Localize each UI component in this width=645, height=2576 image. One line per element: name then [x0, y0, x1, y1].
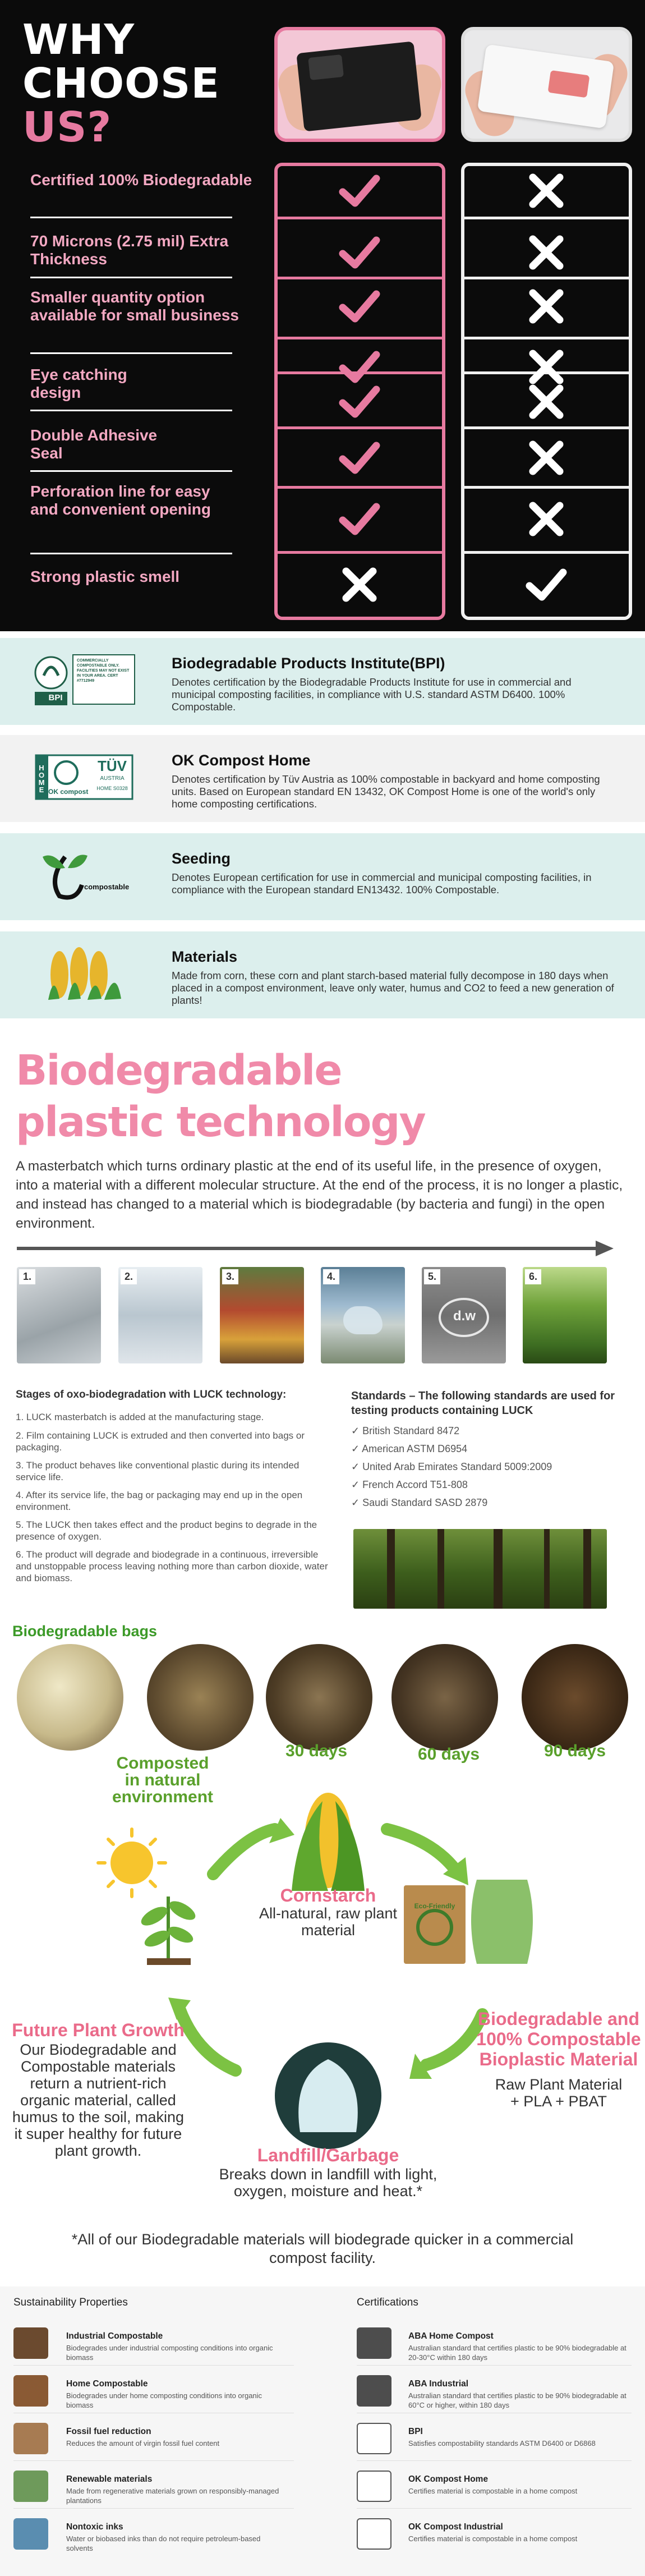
ok-compost-text: OK compost	[48, 788, 89, 796]
cert-title: Seeding	[172, 850, 231, 867]
bag-stage-label: 30 days	[285, 1742, 348, 1760]
cornstarch-title: Cornstarch	[280, 1885, 376, 1905]
black-mailer-bag	[296, 41, 421, 131]
step-image-6	[523, 1267, 607, 1363]
ok-compost-home-badge-icon	[357, 2471, 391, 2502]
our-row-divider	[274, 486, 445, 489]
standard-item: ✓ Saudi Standard SASD 2879	[351, 1497, 488, 1508]
bpt-intro: A masterbatch which turns ordinary plastic at the end of its useful life, in the presence of oxygen, into a material with a different molecular structure. At the end of the process, it is no longer a plastic, and instead has changed to a material which is biodegradable (by bacteria and fungi) in the open environment.	[16, 1159, 623, 1231]
cert-desc: Denotes certification by Tüv Austria as 100% compostable in backyard and home composting units. Based on European standard EN 13432, OK Compost Home is one of the world's only home composting certifications.	[172, 773, 600, 810]
bag-stage-disc	[147, 1644, 254, 1751]
cert-name: ABA Home Compost	[408, 2331, 494, 2341]
future-growth-text: Our Biodegradable and Compostable materials return a nutrient-rich organic material, called humus to the soil, making it super healthy for future plant growth.	[12, 2041, 185, 2159]
bioplastic-title-l3: Bioplastic Material	[479, 2049, 638, 2069]
bpt-title-line2: plastic technology	[16, 1098, 425, 1146]
cert-desc: Australian standard that certifies plastic to be 90% biodegradable at 60°C or higher, within 180 days	[408, 2391, 626, 2409]
our-row-divider	[274, 551, 445, 554]
check-icon	[524, 562, 569, 607]
sun-icon	[98, 1829, 165, 1897]
stages-title: Stages of oxo-biodegradation with LUCK technology:	[16, 1389, 287, 1401]
bag-stage-disc	[391, 1644, 498, 1751]
property-desc: Water or biobased inks than do not require petroleum-based solvents	[66, 2534, 261, 2552]
feature-divider	[30, 470, 232, 472]
landfill-text-l1: Breaks down in landfill with light,	[219, 2166, 437, 2183]
our-row-divider	[274, 337, 445, 339]
step-image-4	[321, 1267, 405, 1363]
step-image-3	[220, 1267, 304, 1363]
step-number: 2.	[121, 1269, 137, 1284]
compostable-badge-text: compostable	[84, 883, 130, 891]
stage-item: 5. The LUCK then takes effect and the product begins to degrade in the presence of oxygen.	[16, 1519, 317, 1542]
bpt-title	[16, 1045, 425, 1148]
tree-trunk	[387, 1529, 395, 1609]
process-arrow	[17, 1247, 600, 1250]
aba-home-icon	[357, 2327, 391, 2359]
their-row-divider	[461, 277, 632, 279]
feature-divider	[30, 553, 232, 554]
cross-icon	[524, 230, 569, 275]
bioplastic-text-l1: Raw Plant Material	[495, 2076, 623, 2093]
row-divider	[13, 2508, 294, 2509]
step-image-2	[118, 1267, 202, 1363]
certifications-heading: Certifications	[357, 2297, 418, 2308]
row-divider	[357, 2460, 632, 2461]
feature-label: Certified 100% Biodegradable	[30, 171, 252, 189]
feature-divider	[30, 217, 232, 218]
feature-label: 70 Microns (2.75 mil) Extra Thickness	[30, 232, 229, 268]
tree-trunk	[544, 1529, 550, 1609]
home-compost-icon	[13, 2375, 48, 2407]
renewable-icon	[13, 2471, 48, 2502]
cross-icon	[524, 284, 569, 329]
check-icon	[337, 284, 382, 329]
feature-label: Eye catching design	[30, 366, 127, 401]
composted-line2: in natural environment	[112, 1771, 214, 1806]
our-row-divider	[274, 426, 445, 429]
bag-stage-label: 60 days	[417, 1745, 480, 1764]
cert-title: Biodegradable Products Institute(BPI)	[172, 655, 445, 672]
step-number: 6.	[525, 1269, 541, 1284]
row-divider	[357, 2508, 632, 2509]
bag-stage-disc	[266, 1644, 372, 1751]
corn-icon	[31, 944, 138, 1005]
cert-name: OK Compost Home	[408, 2474, 489, 2484]
feature-label: Smaller quantity option available for small business	[30, 288, 239, 324]
eco-bag-label: Eco-Friendly	[414, 1902, 455, 1910]
cert-name: BPI	[408, 2427, 423, 2436]
bpi-badge-text: BPI	[48, 693, 63, 702]
property-name: Fossil fuel reduction	[66, 2427, 151, 2436]
stage-item: 1. LUCK masterbatch is added at the manufacturing stage.	[16, 1412, 264, 1422]
cross-icon	[524, 497, 569, 541]
check-icon	[337, 379, 382, 424]
tree-trunk	[494, 1529, 503, 1609]
plant-icon	[138, 1897, 198, 1965]
tree-trunk	[583, 1529, 591, 1609]
cert-desc: Denotes European certification for use in commercial and municipal composting facilities, in compliance with the European standard EN13432. 100% Compostable.	[172, 871, 592, 896]
row-divider	[13, 2460, 294, 2461]
our-row-divider	[274, 277, 445, 279]
step-number: 1.	[19, 1269, 35, 1284]
standards-title: Standards – The following standards are used for testing products containing LUCK	[351, 1390, 615, 1417]
cert-desc: Australian standard that certifies plastic to be 90% biodegradable at 20-30°C within 180 days	[408, 2344, 626, 2362]
bag-stage-disc	[522, 1644, 628, 1751]
property-desc: Biodegrades under home composting conditions into organic biomass	[66, 2391, 262, 2409]
property-name: Home Compostable	[66, 2379, 148, 2389]
standard-item: ✓ French Accord T51-808	[351, 1479, 468, 1490]
our-bag-photo	[274, 27, 445, 142]
step-image-5	[422, 1267, 506, 1363]
why-title-line1: WHY	[22, 16, 135, 64]
cornstarch-text: All-natural, raw plant material	[259, 1905, 398, 1939]
property-desc: Biodegrades under industrial composting conditions into organic biomass	[66, 2344, 273, 2362]
standard-item: ✓ British Standard 8472	[351, 1425, 460, 1436]
corn-cob-icon	[292, 1793, 365, 1891]
bioplastic-text-l2: + PLA + PBAT	[510, 2093, 607, 2110]
property-name: Nontoxic inks	[66, 2522, 123, 2532]
floating-bag	[343, 1306, 383, 1334]
check-icon	[337, 230, 382, 275]
cross-icon	[524, 168, 569, 213]
standard-item: ✓ United Arab Emirates Standard 5009:2009	[351, 1461, 552, 1472]
check-icon	[337, 497, 382, 541]
ok-home-vertical-text: HOME	[38, 764, 45, 794]
our-row-divider	[274, 217, 445, 219]
cert-name: ABA Industrial	[408, 2379, 469, 2389]
bioplastic-text	[474, 2076, 643, 2110]
why-title	[22, 18, 220, 149]
property-name: Renewable materials	[66, 2474, 153, 2484]
forest-image	[353, 1529, 607, 1609]
austria-text: AUSTRIA	[100, 775, 125, 782]
composted-line1: Composted	[116, 1754, 209, 1773]
feature-divider	[30, 410, 232, 411]
bag-stage-disc	[17, 1644, 123, 1751]
nontoxic-ink-icon	[13, 2518, 48, 2550]
landfill-text-l2: oxygen, moisture and heat.*	[233, 2183, 423, 2200]
check-icon	[337, 435, 382, 480]
why-title-line2: CHOOSE	[22, 59, 220, 108]
tree-trunk	[437, 1529, 444, 1609]
cert-seeding	[0, 833, 645, 920]
future-growth-title: Future Plant Growth	[12, 2020, 185, 2040]
their-row-divider	[461, 551, 632, 554]
bag-stage-label: 90 days	[543, 1742, 606, 1760]
standard-item: ✓ American ASTM D6954	[351, 1443, 468, 1454]
step-image-1	[17, 1267, 101, 1363]
cert-desc: Certifies material is compostable in a home compost	[408, 2487, 578, 2495]
cert-desc: Certifies material is compostable in a home compost	[408, 2534, 578, 2543]
ok-compost-industrial-icon	[357, 2518, 391, 2550]
seedling-icon	[31, 846, 138, 907]
bpi-icon	[357, 2423, 391, 2454]
bpi-badge-small: COMMERCIALLY COMPOSTABLE ONLY. FACILITIES MAY NOT EXIST IN YOUR AREA. CERT #7712949	[77, 659, 130, 683]
feature-divider	[30, 277, 232, 278]
eco-bag-icon	[404, 1880, 533, 1964]
step-number: 3.	[222, 1269, 238, 1284]
sustainability-heading: Sustainability Properties	[13, 2297, 128, 2308]
stage-item: 2. Film containing LUCK is extruded and then converted into bags or packaging.	[16, 1430, 305, 1453]
bioplastic-title	[474, 2009, 643, 2069]
property-desc: Reduces the amount of virgin fossil fuel content	[66, 2439, 220, 2448]
footnote: *All of our Biodegradable materials will biodegrade quicker in a commercial compost facility.	[71, 2231, 574, 2266]
fossil-fuel-icon	[13, 2423, 48, 2454]
feature-label: Double Adhesive Seal	[30, 426, 158, 462]
bioplastic-title-l1: Biodegradable and	[477, 2009, 640, 2029]
graffiti-text: d.w	[453, 1308, 476, 1324]
landfill-text	[191, 2166, 466, 2200]
cert-desc: Denotes certification by the Biodegradable Products Institute for use in commercial and municipal composting facilities, in compliance with U.S. standard ASTM D6400. 100% Compostable.	[172, 676, 572, 713]
property-desc: Made from regenerative materials grown on responsibly-managed plantations	[66, 2487, 279, 2505]
cert-ok-compost-home	[0, 735, 645, 822]
their-bag-photo	[461, 27, 632, 142]
process-arrow-head	[596, 1241, 614, 1256]
cert-title: Materials	[172, 948, 238, 965]
feature-divider	[30, 352, 232, 354]
home-code-text: HOME S0328	[96, 786, 128, 791]
their-row-divider	[461, 486, 632, 489]
cert-name: OK Compost Industrial	[408, 2522, 503, 2532]
their-row-divider	[461, 337, 632, 339]
feature-label: Perforation line for easy and convenient opening	[30, 483, 211, 518]
cross-icon	[337, 562, 382, 607]
bags-title: Biodegradable bags	[12, 1623, 158, 1640]
bpt-title-line1: Biodegradable	[16, 1046, 342, 1095]
step-number: 4.	[323, 1269, 339, 1284]
cert-title: OK Compost Home	[172, 752, 311, 769]
stage-item: 6. The product will degrade and biodegrade in a continuous, irreversible and unstoppable process leaving nothing more than carbon dioxide, water and biomass.	[16, 1549, 328, 1583]
row-divider	[13, 2365, 294, 2366]
tuv-text: TÜV	[98, 757, 127, 774]
stage-item: 3. The product behaves like conventional plastic during its intended service life.	[16, 1460, 300, 1482]
row-divider	[357, 2365, 632, 2366]
cert-desc: Made from corn, these corn and plant starch-based material fully decompose in 180 days when placed in a compost environment, leave only water, humus and CO2 to feed a new generation of plants!	[172, 970, 614, 1006]
aba-industrial-icon	[357, 2375, 391, 2407]
cert-materials	[0, 931, 645, 1018]
cross-icon	[524, 379, 569, 424]
cross-icon	[524, 435, 569, 480]
why-title-line3: US?	[22, 103, 112, 151]
check-icon	[337, 168, 382, 213]
why-choose-us-section	[0, 0, 645, 631]
feature-label: Strong plastic smell	[30, 568, 180, 585]
cert-desc: Satisfies compostability standards ASTM D6400 or D6868	[408, 2439, 596, 2448]
stage-item: 4. After its service life, the bag or packaging may end up in the open environment.	[16, 1490, 303, 1512]
landfill-title: Landfill/Garbage	[257, 2145, 399, 2165]
their-row-divider	[461, 217, 632, 219]
landfill-bag-icon	[275, 2042, 381, 2149]
bioplastic-title-l2: 100% Compostable	[476, 2029, 641, 2049]
step-number: 5.	[424, 1269, 440, 1284]
cert-bpi	[0, 638, 645, 725]
property-name: Industrial Compostable	[66, 2331, 163, 2341]
their-row-divider	[461, 426, 632, 429]
industrial-compost-icon	[13, 2327, 48, 2359]
